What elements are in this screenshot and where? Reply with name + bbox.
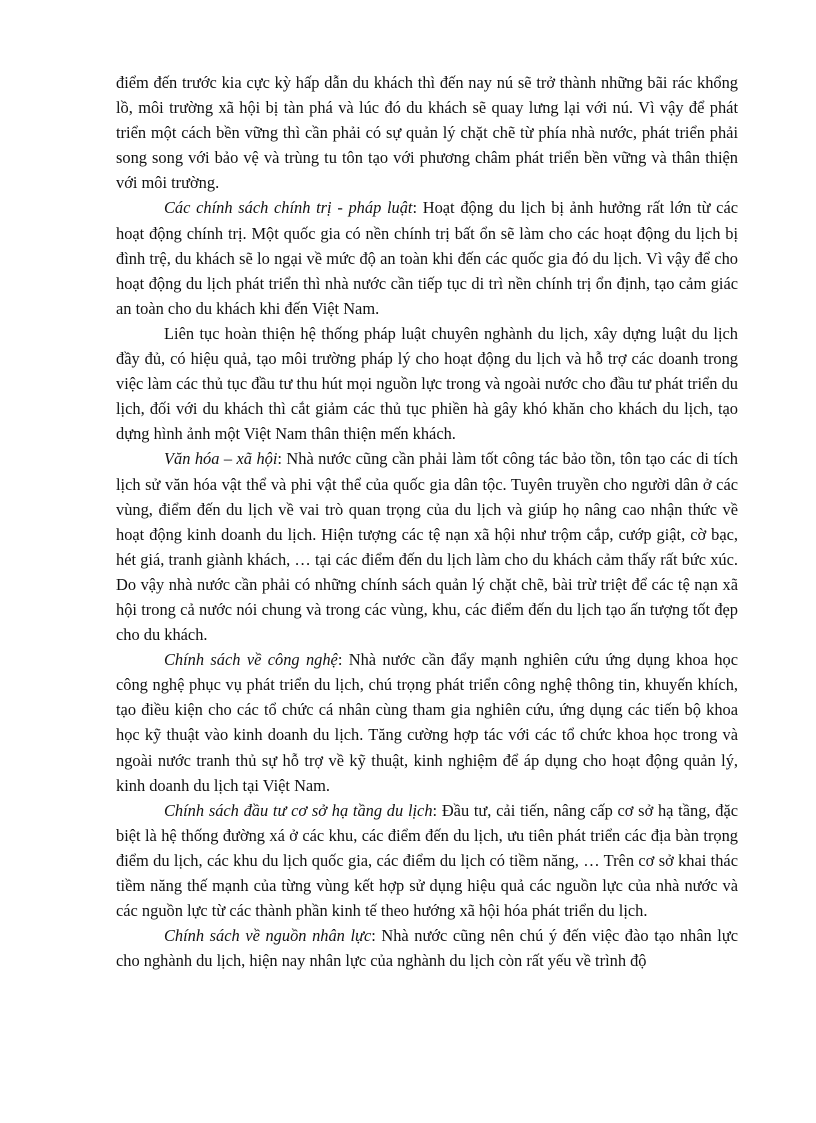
document-page xyxy=(116,70,738,973)
paragraph-body: : Hoạt động du lịch bị ảnh hưởng rất lớn từ các hoạt động chính trị. Một quốc gia có nền chính trị bất ổn sẽ làm cho các hoạt động du lịch bị đình trệ, du khách sẽ lo ngại về mức độ an toàn khi đến các quốc gia đó du lịch. Vì vậy để cho hoạt động du lịch phát triển thì nhà nước cần tiếp tục di trì nền chính trị ổn định, tạo cảm giác an toàn cho du khách khi đến Việt Nam. xyxy=(116,198,738,318)
paragraph-culture-society xyxy=(116,446,738,647)
paragraph-body: điểm đến trước kia cực kỳ hấp dẫn du khách thì đến nay nú sẽ trở thành những bãi rác khổng lồ, môi trường xã hội bị tàn phá và lúc đó du khách sẽ quay lưng lại với nú. Vì vậy để phát triển một cách bền vững thì cần phải có sự quản lý chặt chẽ từ phía nhà nước, phát triển phải song song với bảo vệ và trùng tu tôn tạo với phương châm phát triển bền vững và thân thiện với môi trường. xyxy=(116,73,738,193)
paragraph-body: : Nhà nước cần đẩy mạnh nghiên cứu ứng dụng khoa học công nghệ phục vụ phát triển du lịch, chú trọng phát triển công nghệ thông tin, khuyến khích, tạo điều kiện cho các tổ chức cá nhân cùng tham gia nghiên cứu, ứng dụng các tiến bộ khoa học kỹ thuật vào kinh doanh du lịch. Tăng cường hợp tác với các tổ chức khoa học trong và ngoài nước tranh thủ sự hỗ trợ về kỹ thuật, kinh nghiệm để áp dụng cho hoạt động quản lý, kinh doanh du lịch tại Việt Nam. xyxy=(116,650,739,795)
paragraph-1 xyxy=(116,70,738,195)
paragraph-heading: Chính sách về nguồn nhân lực xyxy=(164,926,372,946)
paragraph-technology xyxy=(116,647,738,798)
paragraph-infrastructure xyxy=(116,798,738,923)
paragraph-body: Liên tục hoàn thiện hệ thống pháp luật chuyên nghành du lịch, xây dựng luật du lịch đầy đủ, có hiệu quả, tạo môi trường pháp lý cho hoạt động du lịch và hỗ trợ các doanh trong việc làm các thủ tục đầu tư thu hút mọi nguồn lực trong và ngoài nước cho đầu tư phát triển du lịch, đối với du khách thì cắt giảm các thủ tục phiền hà gây khó khăn cho khách du lịch, tạo dựng hình ảnh một Việt Nam thân thiện mến khách. xyxy=(116,323,738,444)
paragraph-human-resources xyxy=(116,923,738,973)
paragraph-heading: Văn hóa – xã hội xyxy=(164,449,278,469)
paragraph-heading: Các chính sách chính trị - pháp luật xyxy=(164,198,413,218)
paragraph-heading: Chính sách về công nghệ xyxy=(164,650,338,670)
paragraph-body: : Nhà nước cũng nên chú ý đến việc đào tạo nhân lực cho nghành du lịch, hiện nay nhân lực của nghành du lịch còn rất yếu về trình độ xyxy=(116,926,739,971)
paragraph-legal-system xyxy=(116,321,738,446)
paragraph-heading: Chính sách đầu tư cơ sở hạ tầng du lịch xyxy=(164,800,433,820)
paragraph-body: : Nhà nước cũng cần phải làm tốt công tác bảo tồn, tôn tạo các di tích lịch sử văn hóa vật thể và phi vật thể của quốc gia dân tộc. Tuyên truyền cho người dân ở các vùng, điểm đến du lịch về vai trò quan trọng của du lịch và giúp họ nâng cao nhận thức về hoạt động kinh doanh du lịch. Hiện tượng các tệ nạn xã hội như trộm cắp, cướp giật, cờ bạc, hét giá, tranh giành khách, … tại các điểm đến du lịch làm cho du khách cảm thấy rất bức xúc. Do vậy nhà nước cần phải có những chính sách quản lý chặt chẽ, bài trừ triệt để các tệ nạn xã hội trong cả nước nói chung và trong các vùng, khu, các điểm đến du lịch tạo ấn tượng tốt đẹp cho du khách. xyxy=(116,449,738,645)
paragraph-body: : Đầu tư, cải tiến, nâng cấp cơ sở hạ tầng, đặc biệt là hệ thống đường xá ở các khu, các điểm đến du lịch, ưu tiên phát triển các địa bàn trọng điểm du lịch, các khu du lịch quốc gia, các điểm du lịch có tiềm năng, … Trên cơ sở khai thác tiềm năng thế mạnh của từng vùng kết hợp sử dụng hiệu quả các nguồn lực của nhà nước và các nguồn lực từ các thành phần kinh tế theo hướng xã hội hóa phát triển du lịch. xyxy=(116,800,738,921)
paragraph-politics-law xyxy=(116,195,738,320)
